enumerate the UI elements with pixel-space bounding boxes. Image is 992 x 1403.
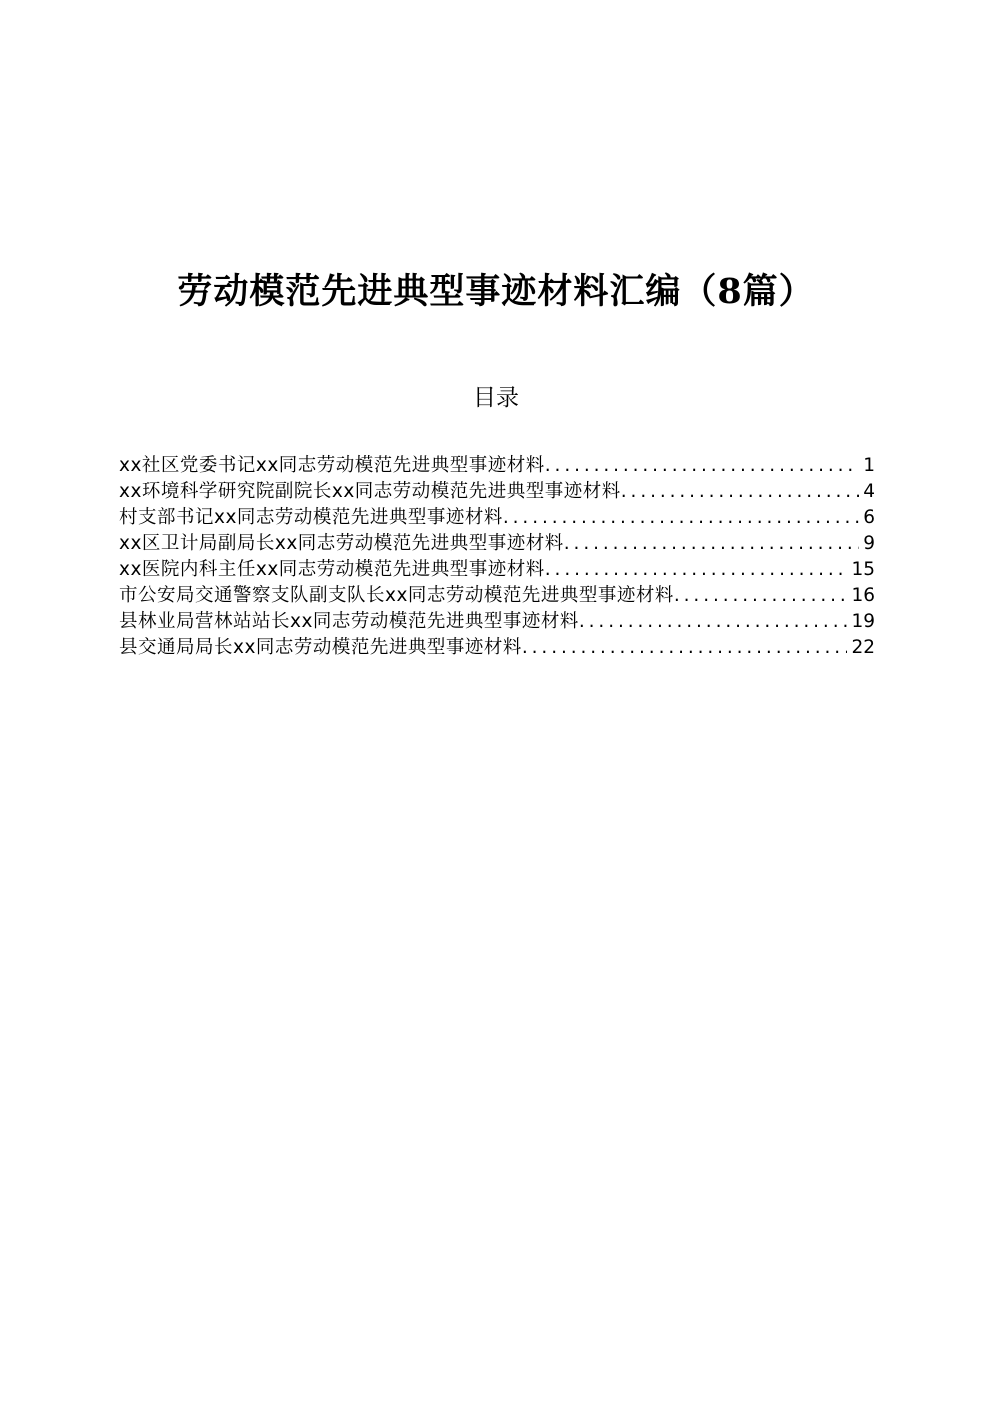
- toc-dot-leader: [621, 479, 859, 505]
- toc-page-number: 19: [851, 611, 875, 632]
- toc-dot-leader: [579, 609, 848, 635]
- toc-entry[interactable]: [119, 505, 875, 531]
- toc-entry-title: xx环境科学研究院副院长xx同志劳动模范先进典型事迹材料: [119, 481, 621, 502]
- toc-entry-title: xx区卫计局副局长xx同志劳动模范先进典型事迹材料: [119, 533, 564, 554]
- toc-entry[interactable]: [119, 479, 875, 505]
- toc-entry-title: 县交通局局长xx同志劳动模范先进典型事迹材料: [119, 637, 522, 658]
- toc-entry[interactable]: [119, 453, 875, 479]
- toc-dot-leader: [564, 531, 859, 557]
- toc-dot-leader: [545, 557, 848, 583]
- toc-entry[interactable]: [119, 531, 875, 557]
- toc-page-number: 6: [863, 507, 875, 528]
- toc-entry[interactable]: [119, 583, 875, 609]
- toc-entry-title: 县林业局营林站站长xx同志劳动模范先进典型事迹材料: [119, 611, 579, 632]
- toc-entry[interactable]: [119, 609, 875, 635]
- toc-entry-title: 市公安局交通警察支队副支队长xx同志劳动模范先进典型事迹材料: [119, 585, 674, 606]
- toc-entry-title: xx社区党委书记xx同志劳动模范先进典型事迹材料: [119, 455, 545, 476]
- document-title: 劳动模范先进典型事迹材料汇编（8篇）: [177, 271, 815, 312]
- table-of-contents: [119, 453, 875, 661]
- toc-entry[interactable]: [119, 557, 875, 583]
- toc-page-number: 1: [863, 455, 875, 476]
- toc-dot-leader: [503, 505, 859, 531]
- toc-dot-leader: [545, 453, 859, 479]
- toc-entry-title: xx医院内科主任xx同志劳动模范先进典型事迹材料: [119, 559, 545, 580]
- toc-page-number: 22: [851, 637, 875, 658]
- toc-page-number: 9: [863, 533, 875, 554]
- toc-page-number: 4: [863, 481, 875, 502]
- toc-heading: 目录: [473, 385, 519, 411]
- toc-entry-title: 村支部书记xx同志劳动模范先进典型事迹材料: [119, 507, 503, 528]
- toc-page-number: 16: [851, 585, 875, 606]
- toc-dot-leader: [674, 583, 848, 609]
- toc-dot-leader: [522, 635, 848, 661]
- toc-entry[interactable]: [119, 635, 875, 661]
- toc-page-number: 15: [851, 559, 875, 580]
